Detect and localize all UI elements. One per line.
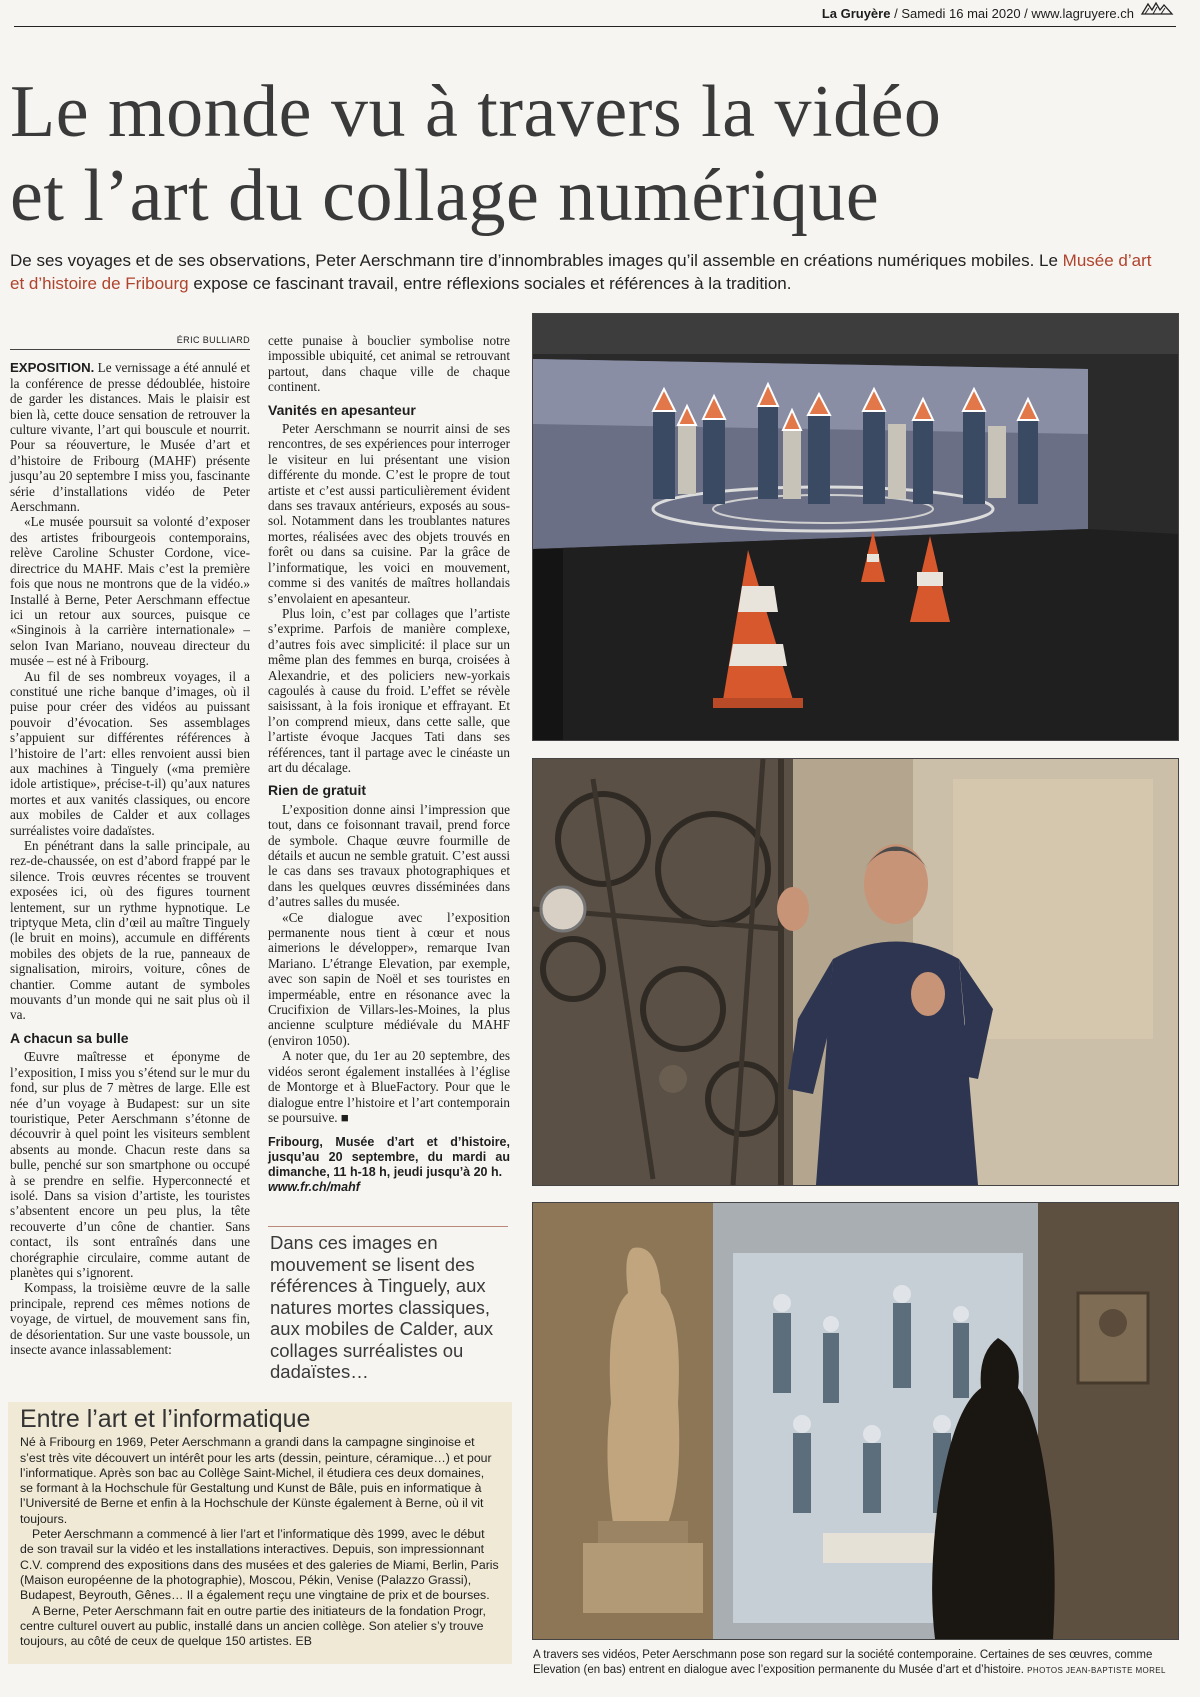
paragraph: A noter que, du 1er au 20 septembre, des vidéos seront également installées à l’église de Montorge et à BlueFactory. Pour que le dialogue entre l’histoire et l’art contemporain se poursuive. ■ <box>268 1048 510 1125</box>
sidebar-paragraph: A Berne, Peter Aerschmann fait en outre partie des initiateurs de la fondation Progr, centre culturel ouvert au public, installé dans un ancien collège. Son atelier s’y trouve toujours, au côté de ceux de quelque 150 artistes. EB <box>20 1603 486 1649</box>
sidebar-paragraph: Peter Aerschmann a commencé à lier l’art et l’informatique dès 1999, avec le début de son travail sur la vidéo et les installations interactives. Depuis, son impressionnant C.V. comprend des expositions dans des musées et des galeries de Miami, Berlin, Paris (Maison européenne de la photographie), Moscou, Pékin, Venise (Palazzo Grassi), Budapest, Beyrouth, Gênes… Il a également reçu une vingtaine de prix et de bourses. <box>20 1527 499 1603</box>
date-line: / Samedi 16 mai 2020 / www.lagruyere.ch <box>894 6 1134 21</box>
kicker: EXPOSITION. <box>10 360 95 376</box>
article-column-2 <box>268 333 510 1195</box>
paragraph: L’exposition donne ainsi l’impression que tout, dans ce foisonnant travail, prend force de symbole. Chaque œuvre fourmille de détails et aucun ne semble gratuit. C’est aussi le cas dans ses travaux photographiques et dans les quelques œuvres disséminées dans d’autres salles du musée. <box>268 801 510 910</box>
paragraph: Kompass, la troisième œuvre de la salle principale, reprend ces mêmes notions de voyage, de virtuel, de mouvement sans fin, de désorientation. Sur une vaste boussole, un insecte avance inlassablement: <box>10 1280 250 1357</box>
photo-credit: PHOTOS JEAN-BAPTISTE MOREL <box>1027 1665 1166 1675</box>
paragraph: Plus loin, c’est par collages que l’artiste s’exprime. Parfois de manière complexe, d’autres fois avec simplicité: il place sur un même plan des femmes en burqa, croisées à Alexandrie, et des policiers new-yorkais cagoulés à cause du froid. L’effet se révèle saisissant, à la fois ironique et effrayant. Et l’on comprend mieux, dans cette salle, que l’artiste évoque Jacques Tati dans ses références, tant il partage avec le cinéaste un art du décalage. <box>268 605 510 775</box>
lead-text: De ses voyages et de ses observations, Peter Aerschmann tire d’innombrables images qu’il assemble en créations numériques mobiles. Le <box>10 251 1063 270</box>
exhibition-info: Fribourg, Musée d’art et d’histoire, jusqu’au 20 septembre, du mardi au dimanche, 11 h-18 h, jeudi jusqu’à 20 h. www.fr.ch/mahf <box>268 1135 510 1195</box>
paragraph: Œuvre maîtresse et éponyme de l’exposition, I miss you s’étend sur le mur du fond, sur plus de 7 mètres de large. Elle est née d’un voyage à Budapest: sur un site touristique, Peter Aerschmann s’étonne de découvrir à quel point les visiteurs semblent absents au monde. Chacun reste dans sa bulle, penché sur son smartphone ou occupé à se prendre en selfie. Hyperconnecté et isolé. Dans sa vision d’artiste, les touristes s’absentent encore un peu plus, la tête recouverte d’un cône de chantier. Sans contact, ils sont entraînés dans une chorégraphie circulaire, comme autant de planètes qui s’ignorent. <box>10 1049 250 1280</box>
paragraph: cette punaise à bouclier symbolise notre impossible ubiquité, cet animal se retrouvant partout, dans chaque ville de chaque continent. <box>268 333 510 395</box>
paragraph: «Ce dialogue avec l’exposition permanente nous tient à cœur et nous aimerions le développer», remarque Ivan Mariano. L’étrange Elevation, par exemple, avec son sapin de Noël et ses touristes en imperméable, entre en résonance avec la Crucifixion de Villars-les-Moines, la plus ancienne sculpture médiévale du MAHF (environ 1050). <box>268 909 510 1048</box>
headline <box>10 70 1185 238</box>
headline-line-2: et l’art du collage numérique <box>10 155 880 237</box>
headline-line-1: Le monde vu à travers la vidéo <box>10 71 942 153</box>
subheading: Vanités en apesanteur <box>268 401 416 418</box>
photo-elevation-room <box>532 1202 1179 1640</box>
photo-caption: A travers ses vidéos, Peter Aerschmann pose son regard sur la société contemporaine. Certaines de ses œuvres, comme Elevation (en bas) entrent en dialogue avec l’exposition permanente du Musée d’art et d’histoire. PHOTOS JEAN-BAPTISTE MOREL <box>533 1649 1166 1676</box>
sidebar-paragraph: Né à Fribourg en 1969, Peter Aerschmann a grandi dans la campagne singinoise et s’est très vite découvert un intérêt pour les arts (dessin, peinture, céramique…) et pour l’informatique. Après son bac au Collège Saint-Michel, il étudiera ces deux domaines, se formant à la Hochschule für Gestaltung und Kunst de Bâle, puis en informatique à l’Université de Berne et enfin à la Hochschule der Künste également à Berne, où il vit toujours. <box>20 1435 492 1526</box>
paragraph: «Le musée poursuit sa volonté d’exposer des artistes fribourgeois contemporains, relève Caroline Schuster Cordone, vice-directrice du MAHF. Mais c’est la première fois que nous ne montrons que de la vidéo.» Installé à Berne, Peter Aerschmann effectue ici un retour aux sources, puisque ce «Singinois à la carrière internationale» – selon Ivan Mariano, nouveau directeur du musée – est né à Fribourg. <box>10 514 250 669</box>
byline: ÉRIC BULLIARD <box>10 333 250 350</box>
pull-quote: Dans ces images en mouvement se lisent des références à Tinguely, aux natures mortes classiques, aux mobiles de Calder, aux collages surréalistes ou dadaïstes… <box>270 1232 494 1382</box>
quote-rule <box>268 1226 508 1227</box>
subheading: Rien de gratuit <box>268 782 367 799</box>
photo-cone-installation <box>532 313 1179 741</box>
paragraph: Peter Aerschmann se nourrit ainsi de ses rencontres, de ses expériences pour interroger le visiteur en lui présentant une vision différente du monde. C’est le propre de tout artiste et c’est aussi particulièrement évident dans ses travaux antérieurs, exposés au sous-sol. Notamment dans les troublantes natures mortes, réalisées avec des objets trouvés en forêt ou dans sa cuisine. Par la grâce de l’informatique, les voici en mouvement, comme si des vanités de maîtres hollandais s’envolaient en apesanteur. <box>268 421 510 606</box>
lead-text-end: expose ce fascinant travail, entre réflexions sociales et références à la tradition. <box>188 274 792 293</box>
article-column-1 <box>10 333 250 1357</box>
newspaper-name: La Gruyère <box>821 6 891 21</box>
sidebar-title: Entre l’art et l’informatique <box>20 1405 311 1433</box>
paragraph: Au fil de ses nombreux voyages, il a constitué une riche banque d’images, où il puise pour créer des vidéos au puissant pouvoir d’évocation. Ses assemblages s’appuient sur différentes références à l’histoire de l’art: elles renvoient aussi bien aux machines à Tinguely («ma première idole artistique», précise-t-il) qu’aux natures mortes et aux vanités classiques, ou encore aux mobiles de Calder et aux collages surréalistes voire dadaïstes. <box>10 668 250 838</box>
photo-artist-portrait <box>532 758 1179 1186</box>
newspaper-logo-icon <box>1140 0 1174 18</box>
sidebar-box <box>8 1402 512 1664</box>
lead-paragraph <box>10 249 1170 295</box>
museum-link[interactable]: www.fr.ch/mahf <box>268 1180 360 1195</box>
paragraph: En pénétrant dans la salle principale, au rez-de-chaussée, on est d’abord frappé par le silence. Trois œuvres récentes se trouvent exposées ici, où des figures tournent lentement, sur un rythme hypnotique. Le triptyque Meta, clin d’œil au maître Tinguely (le bruit en moins), accumule en différents mobiles des objets de la rue, panneaux de signalisation, miroirs, voiture, cônes de chantier. Comme autant de symboles mouvants d’un monde qui ne sait plus où il va. <box>10 838 250 1023</box>
subheading: A chacun sa bulle <box>10 1029 129 1046</box>
lead-highlight: Musée d’art et d’histoire de Fribourg <box>10 251 1152 293</box>
paragraph: EXPOSITION. Le vernissage a été annulé et la conférence de presse dédoublée, histoire de garder les distances. Mais le plaisir est bien là, cette douce sensation de retrouver la culture vivante, l’art qui bouscule et nourrit. Pour sa réouverture, le Musée d’art et d’histoire de Fribourg (MAHF) présente jusqu’au 20 septembre I miss you, fascinante série d’installations vidéo de Peter Aerschmann. <box>10 360 250 515</box>
page-header <box>14 0 1176 27</box>
